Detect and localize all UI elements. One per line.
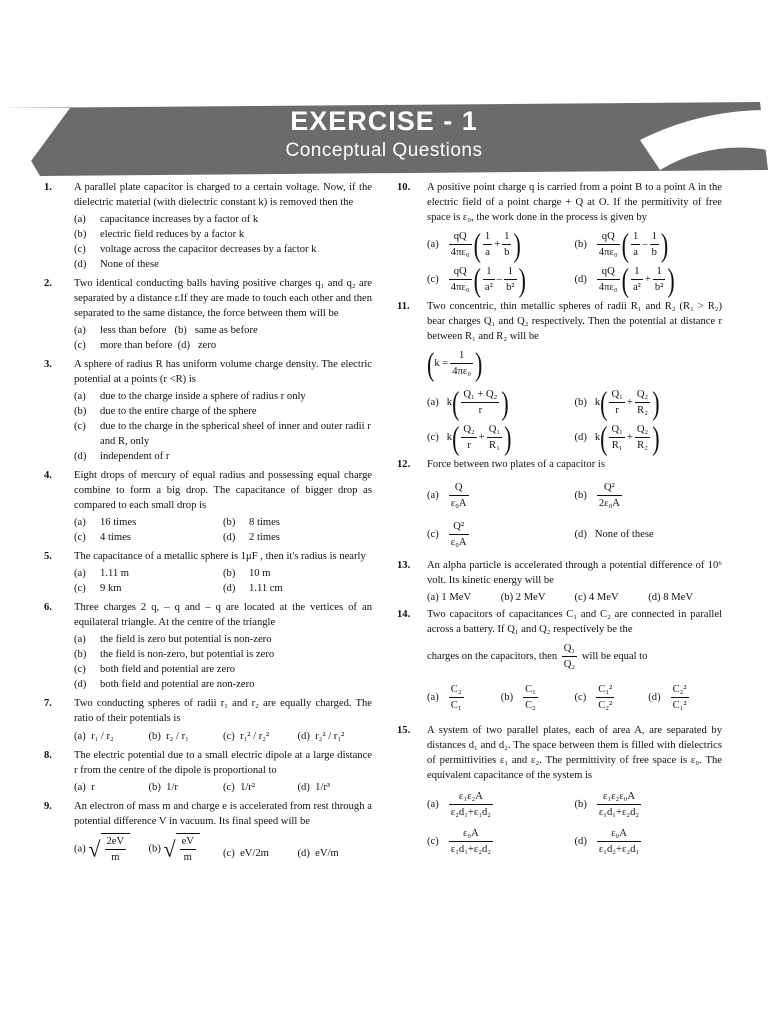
question-text: The capacitance of a metallic sphere is 1μF , then it's radius is nearly <box>74 551 366 562</box>
question-text: Two concentric, thin metallic spheres of radii R₁ and R₂ (R₁ > R₂) bear charges Q₁ and Q₂ respectively. Then the potential at distance r between R₁ and R₂ will be <box>427 301 722 342</box>
question-text: Three charges 2 q, – q and – q are located at the vertices of an equilateral triangle. At the centre of the triangle <box>74 602 372 628</box>
option-b: (b) the field is non-zero, but potential is zero <box>74 649 275 660</box>
question-14: 14. Two capacitors of capacitances C₁ and C₂ are connected in parallel across a battery. If Q₁ and Q₂ respectively be the charges on the capacitors, then $\frac{\text{Q₁}}{\text{Q₂}}$ will be equal to <box>397 609 722 670</box>
option-d: (d) None of these <box>74 259 159 270</box>
option-a: (a) capacitance increases by a factor of k <box>74 214 259 225</box>
option-row: (c) $\frac{\text{ε₀A}}{\text{ε₁d₁+ε₂d₂}}$ (d) $\frac{\text{ε₀A}}{\text{ε₁d₂+ε₂d₁}}$ <box>427 828 640 855</box>
option-row: (c) more than before (d) zero <box>74 340 217 351</box>
question-2 <box>44 276 372 321</box>
option-row: (a) $\frac{\text{ε₁ε₂A}}{\text{ε₂d₁+ε₁d₂}}$ (b) $\frac{\text{ε₁ε₂ε₀A}}{\text{ε₁d₁+ε₂d₂}}$ <box>427 791 640 818</box>
question-text: Force between two plates of a capacitor is <box>427 459 605 470</box>
question-number: 7. <box>44 698 52 709</box>
question-13 <box>397 558 722 588</box>
exercise-title: EXERCISE - 1 <box>290 106 478 136</box>
question-number: 14. <box>397 609 411 620</box>
option-row: (a) less than before (b) same as before <box>74 325 258 336</box>
option-row: (a) $\frac{qQ}{\text{4πε₀}}$ ( $\frac{1}{a}$ + $\frac{1}{b}$ ) (b) $\frac{qQ}{\text{4πε₀}}$ ( $\frac{1}{a}$ – $\frac{1}{b}$ ) <box>427 225 669 264</box>
question-text: A system of two parallel plates, each of area A, are separated by distances d₁ and d₂. The space between them is filled with dielectrics of permittivities ε₁ and ε₂. The permittivity of free space is ε₀. The equivalent capacitance of the system is <box>427 725 722 781</box>
question-12 <box>397 457 722 472</box>
question-number: 13. <box>397 560 411 571</box>
question-1 <box>44 180 372 210</box>
question-number: 11. <box>397 301 410 312</box>
exercise-banner <box>0 100 768 176</box>
question-text: Two identical conducting balls having positive charges q₁ and q₂ are separated by a distance r.If they are made to touch each other and then separated to the same distance, the force between them will be <box>74 278 372 319</box>
k-definition: ( k = $\frac{1}{\text{4πε₀}}$ ) <box>427 344 483 383</box>
question-text: A sphere of radius R has uniform volume charge density. The electric potential at a points (r <R) is <box>74 359 372 385</box>
option-c: (c) voltage across the capacitor decreases by a factor k <box>74 244 317 255</box>
question-15 <box>397 723 722 783</box>
question-11 <box>397 299 722 344</box>
question-text: An alpha particle is accelerated through a potential difference of 10⁶ volt. Its kinetic energy will be <box>427 560 722 586</box>
question-text: Two capacitors of capacitances C₁ and C₂ are connected in parallel across a battery. If Q₁ and Q₂ respectively be the <box>427 609 722 635</box>
question-text: A parallel plate capacitor is charged to a certain voltage. Now, if the dielectric material (with dielectric constant k) is removed then the <box>74 182 372 208</box>
question-7 <box>44 696 372 726</box>
exercise-subtitle: Conceptual Questions <box>285 140 483 161</box>
option-row: (a) $\frac{\text{C₂}}{\text{C₁}}$ (b) $\frac{\text{C₁}}{\text{C₂}}$ (c) $\frac{\text{C₁²}}{\text{C₂²}}$ (d) $\frac{\text{C₂²}}{\text{C₁²}}$ <box>427 684 687 711</box>
question-text: Eight drops of mercury of equal radius and possessing equal charge combine to form a big drop. The capacitance of bigger drop as compared to each small drop is <box>74 470 372 511</box>
question-number: 4. <box>44 470 52 481</box>
question-number: 2. <box>44 278 52 289</box>
option-row: (a) k ( $\frac{\text{Q₁ + Q₂}}{r}$ ) (b) k ( $\frac{\text{Q₁}}{r}$ + $\frac{\text{Q₂}}{\text{R₂}}$ ) <box>427 383 660 422</box>
question-text: Two conducting spheres of radii r₁ and r₂ are equally charged. The ratio of their potentials is <box>74 698 372 724</box>
question-number: 15. <box>397 725 411 736</box>
question-number: 6. <box>44 602 52 613</box>
option-row: (a) 1 MeV (b) 2 MeV (c) 4 MeV (d) 8 MeV <box>427 592 693 603</box>
option-grid: (a) 16 times (b) 8 times (c) 4 times (d) 2 times <box>74 517 280 543</box>
question-6 <box>44 600 372 630</box>
question-9 <box>44 799 372 829</box>
option-grid: (a) 1.11 m (b) 10 m (c) 9 km (d) 1.11 cm <box>74 568 283 594</box>
question-number: 12. <box>397 459 411 470</box>
option-row: (c) $\frac{qQ}{\text{4πε₀}}$ ( $\frac{1}{\text{a²}}$ – $\frac{1}{\text{b²}}$ ) (d) $\frac{qQ}{\text{4πε₀}}$ ( $\frac{1}{\text{a²}}$ + $\frac{1}{\text{b²}}$ ) <box>427 260 675 299</box>
option-b: (b) due to the entire charge of the sphere <box>74 406 257 417</box>
question-10 <box>397 180 722 225</box>
option-a: (a) the field is zero but potential is non-zero <box>74 634 272 645</box>
option-b: (b) electric field reduces by a factor k <box>74 229 245 240</box>
option-row: (a) r₁ / r₂ (b) r₂ / r₁ (c) r₁² / r₂² (d) r₂² / r₁² <box>74 731 345 742</box>
question-8 <box>44 748 372 778</box>
question-number: 5. <box>44 551 52 562</box>
option-d: (d) both field and potential are non-zero <box>74 679 255 690</box>
option-a: (a) due to the charge inside a sphere of radius r only <box>74 391 306 402</box>
option-row: (a) $\frac{Q}{\text{ε₀A}}$ (b) $\frac{\text{Q²}}{\text{2ε₀A}}$ <box>427 482 620 509</box>
question-text: The electric potential due to a small electric dipole at a large distance r from the centre of the dipole is proportional to <box>74 750 372 776</box>
question-text: A positive point charge q is carried from a point B to a point A in the electric field of a point charge + Q at O. If the permitivity of free space is ε₀, the work done in the process is given by <box>427 182 722 223</box>
question-number: 8. <box>44 750 52 761</box>
left-column <box>44 180 372 865</box>
question-number: 3. <box>44 359 52 370</box>
option-d: (d) independent of r <box>74 451 170 462</box>
option-row: (c) k ( $\frac{\text{Q₂}}{r}$ + $\frac{\text{Q₁}}{\text{R₁}}$ ) (d) k ( $\frac{\text{Q₁}}{\text{R₁}}$ + $\frac{\text{Q₂}}{\text{R₂}}$ ) <box>427 418 660 457</box>
question-number: 10. <box>397 182 411 193</box>
option-c: (c) due to the charge in the spherical sheel of inner and outer radii r and R, only <box>74 421 371 447</box>
option-row: (a) r (b) 1/r (c) 1/r² (d) 1/r³ <box>74 782 331 793</box>
right-column <box>397 180 722 863</box>
option-row: (a) √ $\frac{2eV}{m}$ (b) √ $\frac{eV}{m}$ (c) eV/2m (d) eV/m <box>44 833 372 865</box>
question-text: An electron of mass m and charge e is accelerated from rest through a potential difference V in vacuum. Its final speed will be <box>74 801 372 827</box>
question-number: 1. <box>44 182 52 193</box>
question-4 <box>44 468 372 513</box>
question-number: 9. <box>44 801 52 812</box>
option-row: (c) $\frac{\text{Q²}}{\text{ε₀A}}$ (d) None of these <box>427 521 654 548</box>
question-3 <box>44 357 372 387</box>
option-c: (c) both field and potential are zero <box>74 664 236 675</box>
question-5 <box>44 549 372 564</box>
